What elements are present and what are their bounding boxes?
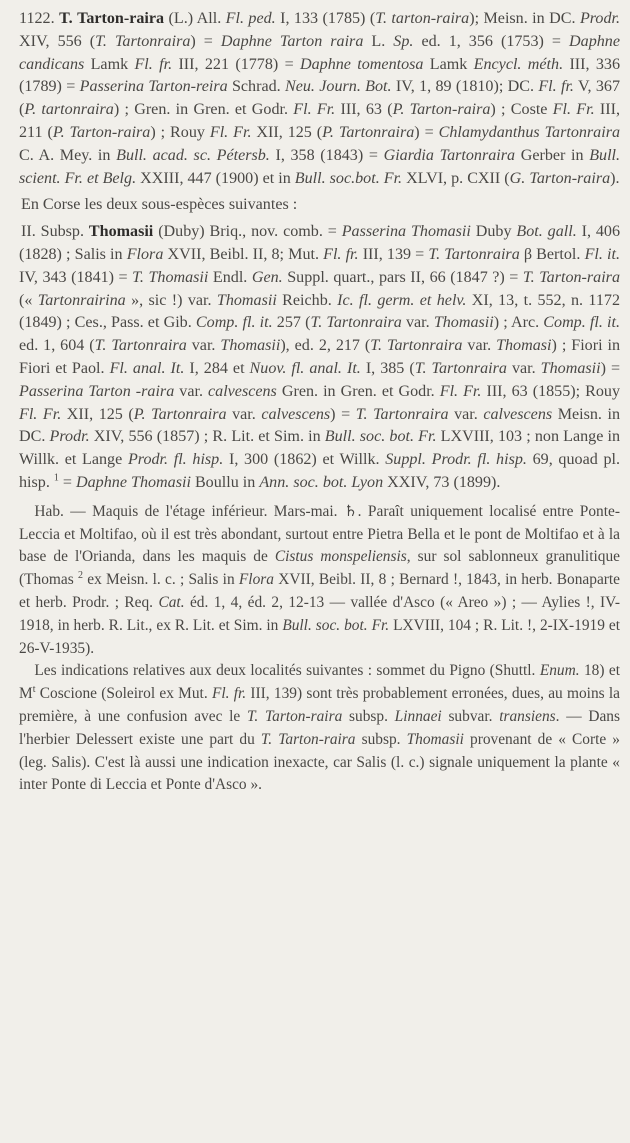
habitat-paragraph: Hab. — Maquis de l'étage inférieur. Mars-mai. ♄. Paraît uniquement localisé entre Ponte-Leccia et Moltifao, où il est très abondant, surtout entre Pietra Bella et le pont de Moltifao et à la base de l'Orianda, dans les maquis de Cistus monspeliensis, sur sol sablonneux granulitique (Thomas $^2$ ex Meisn. l. c. ; Salis in Flora XVII, Beibl. II, 8 ; Bernard !, 1843, in herb. Bonaparte et herb. Prodr. ; Req. Cat. éd. 1, 4, éd. 2, 12-13 — vallée d'Asco (« Areo ») ; — Aylies !, IV-1918, in herb. R. Lit., ex R. Lit. et Sim. in Bull. soc. bot. Fr. LXVIII, 104 ; R. Lit. !, 2-IX-1919 et 26-V-1935). bbox=[19, 502, 621, 657]
species-entry-paragraph: 1122. T. Tarton-raira (L.) All. Fl. ped. I, 133 (1785) (T. tarton-raira); Meisn. in DC. Prodr. XIV, 556 (T. Tartonraira) = Daphne Tarton raira L. Sp. ed. 1, 356 (1753) = Daphne candicans Lamk Fl. fr. III, 221 (1778) = Daphne tomentosa Lamk Encycl. méth. III, 336 (1789) = Passerina Tarton-reira Schrad. Neu. Journ. Bot. IV, 1, 89 (1810); DC. Fl. fr. V, 367 (P. tartonraira) ; Gren. in Gren. et Godr. Fl. Fr. III, 63 (P. Tarton-raira) ; Coste Fl. Fr. III, 211 (P. Tarton-raira) ; Rouy Fl. Fr. XII, 125 (P. Tartonraira) = Chlamydanthus Tartonraira C. A. Mey. in Bull. acad. sc. Pétersb. I, 358 (1843) = Giardia Tartonraira Gerber in Bull. scient. Fr. et Belg. XXIII, 447 (1900) et in Bull. soc.bot. Fr. XLVI, p. CXII (G. Tarton-raira). bbox=[19, 10, 621, 187]
first-citation: Fl. ped. bbox=[225, 10, 276, 27]
intro-sentence: En Corse les deux sous-espèces suivantes : bbox=[21, 196, 298, 214]
habitat-label: Hab. bbox=[34, 502, 64, 520]
species-author: (L.) All. bbox=[168, 10, 222, 27]
entry-number: 1122. bbox=[19, 10, 55, 27]
first-reference: I, 133 (1785) bbox=[280, 10, 366, 27]
genus-abbrev: T. bbox=[59, 10, 73, 27]
subspecies-author: (Duby) Briq., nov. comb. bbox=[158, 223, 323, 241]
species-name: Tarton-raira bbox=[77, 10, 165, 27]
subspecies-name: Thomasii bbox=[88, 223, 154, 241]
subspecies-paragraph: II. Subsp. Thomasii (Duby) Briq., nov. comb. = Passerina Thomasii Duby Bot. gall. I, 406 (1828) ; Salis in Flora XVII, Beibl. II, 8; Mut. Fl. fr. III, 139 = T. Tartonraira β Bertol. Fl. it. IV, 343 (1841) = T. Thomasii Endl. Gen. Suppl. quart., pars II, 66 (1847 ?) = T. Tarton-raira (« Tartonrairina », sic !) var. Thomasii Reichb. Ic. fl. germ. et helv. XI, 13, t. 552, n. 1172 (1849) ; Ces., Pass. et Gib. Comp. fl. it. 257 (T. Tartonraira var. Thomasii) ; Arc. Comp. fl. it. ed. 1, 604 (T. Tartonraira var. Thomasii), ed. 2, 217 (T. Tartonraira var. Thomasi) ; Fiori in Fiori et Paol. Fl. anal. It. I, 284 et Nuov. fl. anal. It. I, 385 (T. Tartonraira var. Thomasii) = Passerina Tarton -raira var. calvescens Gren. in Gren. et Godr. Fl. Fr. III, 63 (1855); Rouy Fl. Fr. XII, 125 (P. Tartonraira var. calvescens) = T. Tartonraira var. calvescens Meisn. in DC. Prodr. XIV, 556 (1857) ; R. Lit. et Sim. in Bull. soc. bot. Fr. LXVIII, 103 ; non Lange in Willk. et Lange Prodr. fl. hisp. I, 300 (1862) et Willk. Suppl. Prodr. fl. hisp. 69, quoad pl. hisp. $^1$ = Daphne Thomasii Boullu in Ann. soc. bot. Lyon XXIV, 73 (1899). bbox=[19, 223, 621, 491]
notes-paragraph: Les indications relatives aux deux localités suivantes : sommet du Pigno (Shuttl. Enum. 18) et $M^t$ Coscione (Soleirol ex Mut. Fl. fr. III, 139) sont très probablement erronées, dues, au moins la première, à une confusion avec le T. Tarton-raira subsp. Linnaei subvar. transiens. — Dans l'herbier Delessert existe une part du T. Tarton-raira subsp. Thomasii provenant de « Corte » (leg. Salis). C'est là aussi une indication inexacte, car Salis (l. c.) signale uniquement la plante « inter Ponte di Leccia et Ponte d'Asco ». bbox=[19, 662, 621, 794]
subspecies-numeral: II. Subsp. bbox=[21, 223, 84, 241]
habitat-text: Maquis de l'étage inférieur. Mars-mai. bbox=[92, 502, 338, 520]
closing-phrase: Ponte di Leccia et Ponte d'Asco ». bbox=[51, 776, 262, 794]
